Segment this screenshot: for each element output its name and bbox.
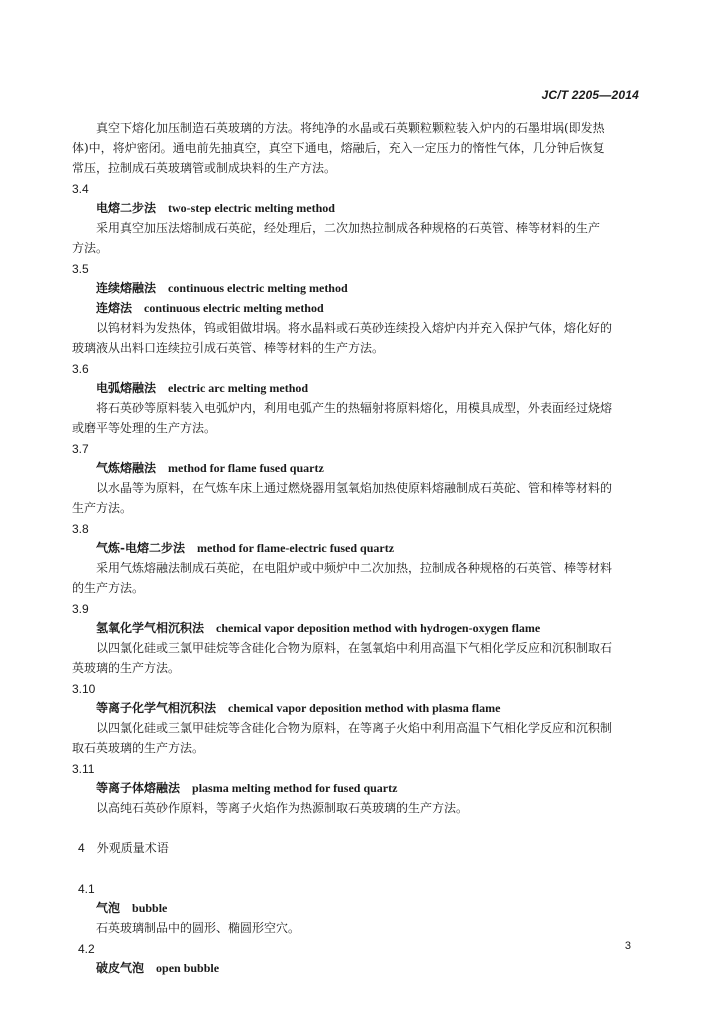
entry-number: 4.1 (78, 882, 95, 896)
term-title (72, 458, 638, 478)
term-entry (72, 180, 638, 258)
term-title (72, 698, 638, 718)
definition-line: 取石英玻璃的生产方法。 (72, 741, 205, 755)
entry-number: 4.2 (78, 942, 95, 956)
term-title (72, 278, 638, 298)
term-entry (72, 600, 638, 678)
term-chinese: 气泡 (96, 901, 121, 915)
term-english: chemical vapor deposition method with hydrogen-oxygen flame (216, 621, 541, 635)
term-chinese: 电弧熔融法 (96, 381, 157, 395)
term-entry (72, 680, 638, 758)
term-entry (72, 940, 638, 978)
term-english: continuous electric melting method (168, 281, 348, 295)
entry-number: 3.11 (72, 762, 95, 776)
definition-line: 英玻璃的生产方法。 (72, 661, 181, 675)
term-chinese: 连熔法 (96, 301, 133, 315)
definition-line: 的生产方法。 (72, 581, 145, 595)
entry-number: 3.5 (72, 262, 89, 276)
section-title: 外观质量术语 (96, 841, 169, 855)
definition-line: 玻璃液从出料口连续拉引成石英管、棒等材料的生产方法。 (72, 341, 385, 355)
definition-line: 以四氯化硅或三氯甲硅烷等含硅化合物为原料，在等离子火焰中利用高温下气相化学反应和沉积制 (96, 721, 613, 735)
entry-number: 3.8 (72, 522, 89, 536)
standard-code: JC/T 2205—2014 (541, 88, 639, 102)
definition-line: 方法。 (72, 241, 109, 255)
section-heading (78, 838, 638, 858)
entries-section-3 (72, 180, 638, 818)
definition-line: 生产方法。 (72, 501, 133, 515)
intro-line: 体)中，将炉密闭。通电前先抽真空，真空下通电，熔融后，充入一定压力的惰性气体，几分钟后恢复 (72, 141, 605, 155)
term-english: method for flame fused quartz (168, 461, 324, 475)
section-number: 4 (78, 841, 85, 855)
definition-line: 以高纯石英砂作原料，等离子火焰作为热源制取石英玻璃的生产方法。 (96, 801, 469, 815)
intro-line: 真空下熔化加压制造石英玻璃的方法。将纯净的水晶或石英颗粒颗粒装入炉内的石墨坩埚(即发热 (96, 121, 605, 135)
entry-number: 3.10 (72, 682, 96, 696)
term-english: two-step electric melting method (168, 201, 335, 215)
term-entry (72, 260, 638, 358)
term-title (72, 198, 638, 218)
term-title (72, 538, 638, 558)
entries-section-4 (72, 880, 638, 978)
term-title (72, 378, 638, 398)
term-english: plasma melting method for fused quartz (192, 781, 398, 795)
term-english: electric arc melting method (168, 381, 309, 395)
document-body (72, 118, 638, 978)
definition-line: 将石英砂等原料装入电弧炉内，利用电弧产生的热辐射将原料熔化，用模具成型，外表面经过烧熔 (96, 401, 613, 415)
term-chinese: 等离子体熔融法 (96, 781, 181, 795)
entry-number: 3.9 (72, 602, 89, 616)
entry-number: 3.7 (72, 442, 89, 456)
definition-line: 石英玻璃制品中的圆形、椭圆形空穴。 (96, 921, 301, 935)
term-chinese: 连续熔融法 (96, 281, 157, 295)
term-entry (72, 440, 638, 518)
intro-line: 常压，拉制成石英玻璃管或制成块料的生产方法。 (72, 161, 337, 175)
entry-number: 3.4 (72, 182, 89, 196)
term-english: chemical vapor deposition method with plasma flame (228, 701, 501, 715)
term-title (72, 298, 638, 318)
term-english: bubble (132, 901, 168, 915)
term-title (72, 958, 638, 978)
definition-line: 采用真空加压法熔制成石英砣，经处理后，二次加热拉制成各种规格的石英管、棒等材料的生产 (96, 221, 601, 235)
definition-line: 采用气炼熔融法制成石英砣，在电阻炉或中频炉中二次加热，拉制成各种规格的石英管、棒等材料 (96, 561, 613, 575)
term-title (72, 778, 638, 798)
term-chinese: 氢氧化学气相沉积法 (96, 621, 205, 635)
term-english: open bubble (156, 961, 220, 975)
term-entry (72, 760, 638, 818)
definition-line: 或磨平等处理的生产方法。 (72, 421, 217, 435)
page-number: 3 (624, 940, 631, 952)
entry-number: 3.6 (72, 362, 89, 376)
term-entry (72, 880, 638, 938)
term-title (72, 618, 638, 638)
definition-line: 以四氯化硅或三氯甲硅烷等含硅化合物为原料，在氢氧焰中利用高温下气相化学反应和沉积制取石 (96, 641, 613, 655)
term-chinese: 气炼-电熔二步法 (96, 541, 185, 555)
term-english: method for flame-electric fused quartz (196, 541, 395, 555)
term-chinese: 等离子化学气相沉积法 (96, 701, 217, 715)
definition-line: 以水晶等为原料，在气炼车床上通过燃烧器用氢氧焰加热使原料熔融制成石英砣、管和棒等材料的 (96, 481, 613, 495)
term-chinese: 电熔二步法 (96, 201, 157, 215)
definition-line: 以钨材料为发热体，钨或钼做坩埚。将水晶料或石英砂连续投入熔炉内并充入保护气体，熔化好的 (96, 321, 613, 335)
term-title (72, 898, 638, 918)
term-entry (72, 360, 638, 438)
term-entry (72, 520, 638, 598)
term-english: continuous electric melting method (144, 301, 324, 315)
term-chinese: 破皮气泡 (96, 961, 145, 975)
term-chinese: 气炼熔融法 (96, 461, 157, 475)
